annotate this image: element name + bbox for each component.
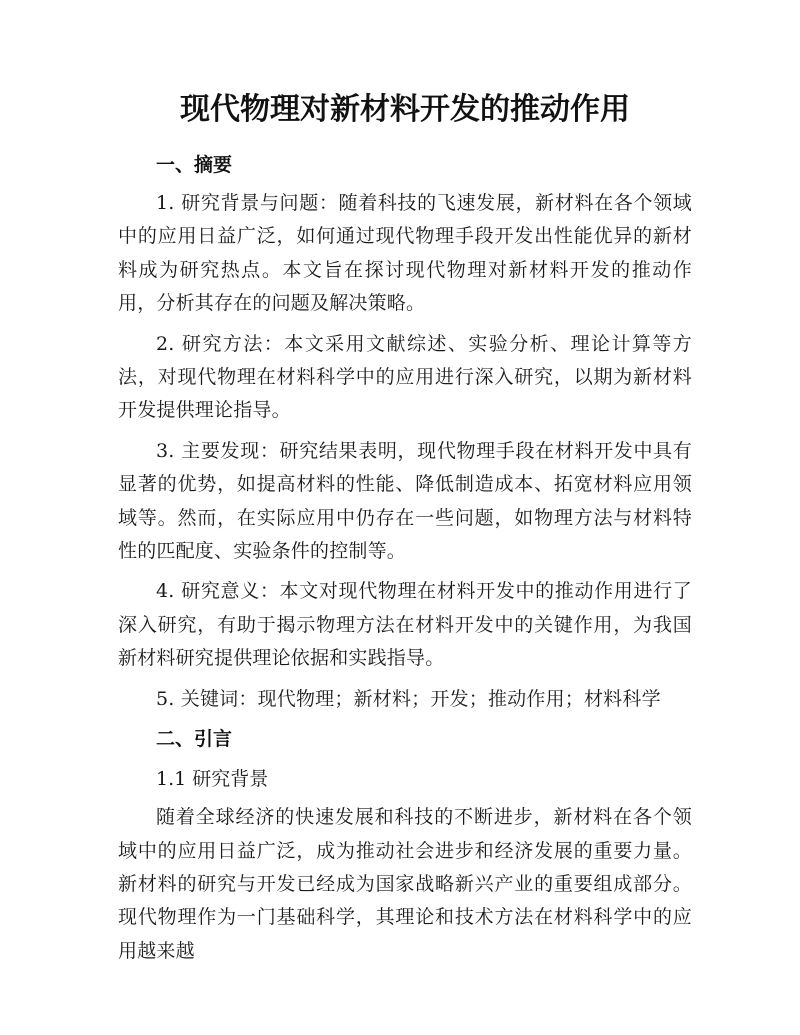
abstract-item-method: 2. 研究方法：本文采用文献综述、实验分析、理论计算等方法，对现代物理在材料科学中的应用进行深入研究，以期为新材料开发提供理论指导。 <box>118 332 692 422</box>
abstract-item-background: 1. 研究背景与问题：随着科技的飞速发展，新材料在各个领域中的应用日益广泛，如何通过现代物理手段开发出性能优异的新材料成为研究热点。本文旨在探讨现代物理对新材料开发的推动作用，分析其存在的问题及解决策略。 <box>118 192 692 315</box>
document-page <box>118 88 692 968</box>
intro-subheading: 1.1 研究背景 <box>156 768 269 791</box>
intro-paragraph: 随着全球经济的快速发展和科技的不断进步，新材料在各个领域中的应用日益广泛，成为推动社会进步和经济发展的重要力量。新材料的研究与开发已经成为国家战略新兴产业的重要组成部分。现代物理作为一门基础科学，其理论和技术方法在材料科学中的应用越来越 <box>118 806 692 962</box>
document-title: 现代物理对新材料开发的推动作用 <box>180 92 630 127</box>
abstract-heading: 一、摘要 <box>156 154 233 176</box>
abstract-item-significance: 4. 研究意义：本文对现代物理在材料开发中的推动作用进行了深入研究，有助于揭示物理方法在材料开发中的关键作用，为我国新材料研究提供理论依据和实践指导。 <box>118 580 692 670</box>
abstract-item-keywords: 5. 关键词：现代物理；新材料；开发；推动作用；材料科学 <box>156 687 661 710</box>
intro-heading: 二、引言 <box>156 728 233 751</box>
abstract-item-findings: 3. 主要发现：研究结果表明，现代物理手段在材料开发中具有显著的优势，如提高材料的性能、降低制造成本、拓宽材料应用领域等。然而，在实际应用中仍存在一些问题，如物理方法与材料特性的匹配度、实验条件的控制等。 <box>118 439 692 563</box>
